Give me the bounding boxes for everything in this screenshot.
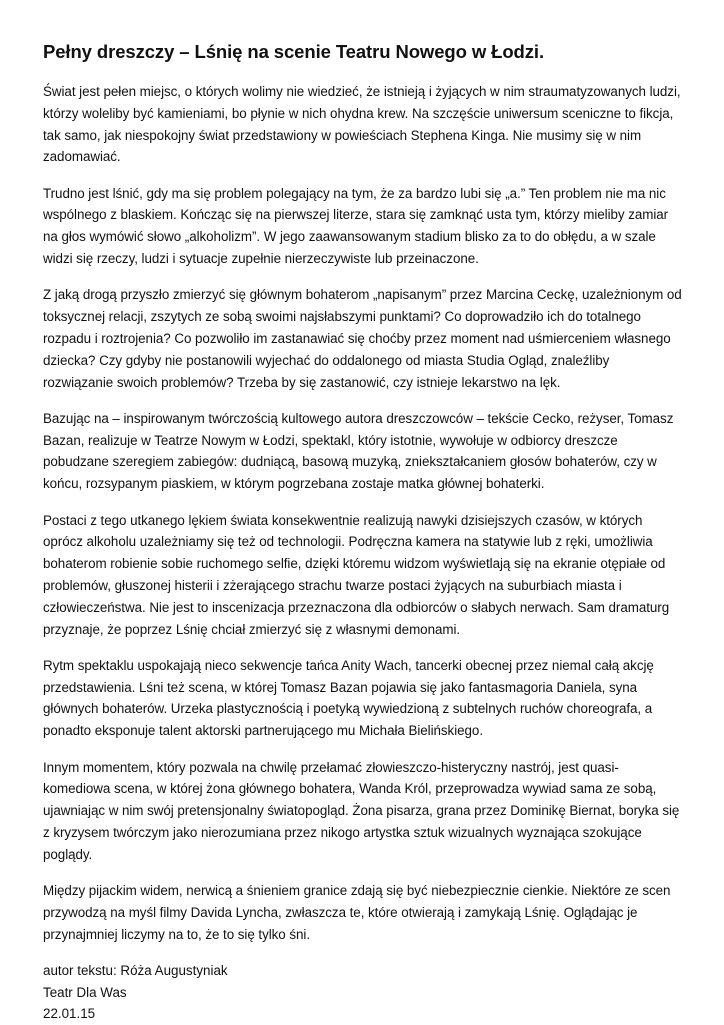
article-paragraph: Bazując na – inspirowanym twórczością kultowego autora dreszczowców – tekście Cecko, reżyser, Tomasz Bazan, realizuje w Teatrze Nowym w Łodzi, spektakl, który istotnie, wywołuje w odbiorcy dreszcze pobudzane szeregiem zabiegów: dudniącą, basową muzyką, zniekształcaniem głosów bohaterów, czy w końcu, rozsypanym piaskiem, w którym pogrzebana zostaje matka głównej bohaterki. bbox=[43, 410, 674, 492]
article-paragraph: Trudno jest lśnić, gdy ma się problem polegający na tym, że za bardzo lubi się „a.” Ten problem nie ma nic wspólnego z blaskiem. Kończąc się na pierwszej literze, stara się zamknąć usta tym, którzy mieliby zamiar na głos wymówić słowo „alkoholizm”. W jego zaawansowanym stadium blisko za to do obłędu, a w szale widzi się rzeczy, ludzi i sytuacje zupełnie nierzeczywiste lub przeinaczone. bbox=[43, 185, 669, 267]
article-paragraph: Między pijackim widem, nerwicą a śnieniem granice zdają się być niebezpiecznie cienkie. Niektóre ze scen przywodzą na myśl filmy Davida Lyncha, zwłaszcza te, które otwierają i zamykają Lśnię. Oglądając je przynajmniej liczymy na to, że to się tylko śni. bbox=[43, 883, 671, 942]
article-paragraph: Rytm spektaklu uspokajają nieco sekwencje tańca Anity Wach, tancerki obecnej przez niemal całą akcję przedstawienia. Lśni też scena, w której Tomasz Bazan pojawia się jako fantasmagoria Daniela, syna głównych bohaterów. Urzeka plastycznością i poetyką wywiedzioną z subtelnych ruchów choreografa, a ponadto eksponuje talent aktorski partnerującego mu Michała Bielińskiego. bbox=[43, 657, 654, 739]
publication-name: Teatr Dla Was bbox=[43, 984, 127, 1000]
author-credit: autor tekstu: Róża Augustyniak bbox=[43, 962, 228, 978]
article-paragraph: Z jaką drogą przyszło zmierzyć się głównym bohaterom „napisanym” przez Marcina Ceckę, uzależnionym od toksycznej relacji, zszytych ze sobą swoimi najsłabszymi punktami? Co doprowadziło ich do totalnego rozpadu i roztrojenia? Co pozwoliło im zastanawiać się choćby przez moment nad uśmierceniem własnego dziecka? Czy gdyby nie postanowili wyjechać do oddalonego od miasta Studia Ogląd, znaleźliby rozwiązanie swoich problemów? Trzeba by się zastanowić, czy istnieje lekarstwo na lęk. bbox=[43, 287, 682, 390]
article-paragraph: Postaci z tego utkanego lękiem świata konsekwentnie realizują nawyki dzisiejszych czasów, w których oprócz alkoholu uzależniamy się też od technologii. Podręczna kamera na statywie lub z ręki, umożliwia bohaterom robienie sobie ruchomego selfie, dzięki któremu widzom wyświetlają się na ekranie otępiałe od problemów, głuszonej histerii i zżerającego strachu twarze postaci żyjących na suburbiach miasta i człowieczeństwa. Nie jest to inscenizacja przeznaczona dla odbiorców o słabych nerwach. Sam dramaturg przyznaje, że poprzez Lśnię chciał zmierzyć się z własnymi demonami. bbox=[43, 512, 670, 637]
article-footer bbox=[43, 960, 683, 1025]
article-paragraph: Świat jest pełen miejsc, o których wolimy nie wiedzieć, że istnieją i żyjących w nim straumatyzowanych ludzi, którzy woleliby być kamieniami, bo płynie w nich ohydna krew. Na szczęście uniwersum sceniczne to fikcja, tak samo, jak niespokojny świat przedstawiony w powieściach Stephena Kinga. Nie musimy się w nim zadomawiać. bbox=[43, 84, 681, 165]
article-paragraph: Innym momentem, który pozwala na chwilę przełamać złowieszczo-histeryczny nastrój, jest quasi-komediowa scena, w której żona głównego bohatera, Wanda Król, przeprowadza wywiad sama ze sobą, ujawniając w nim swój pretensjonalny światopogląd. Żona pisarza, grana przez Dominikę Biernat, boryka się z kryzysem twórczym jako nierozumiana przez nikogo artystka sztuk wizualnych wyznająca szokujące poglądy. bbox=[43, 759, 680, 862]
publication-date: 22.01.15 bbox=[43, 1006, 96, 1022]
article-title: Pełny dreszczy – Lśnię na scenie Teatru Nowego w Łodzi. bbox=[43, 41, 544, 62]
article bbox=[43, 40, 683, 1025]
